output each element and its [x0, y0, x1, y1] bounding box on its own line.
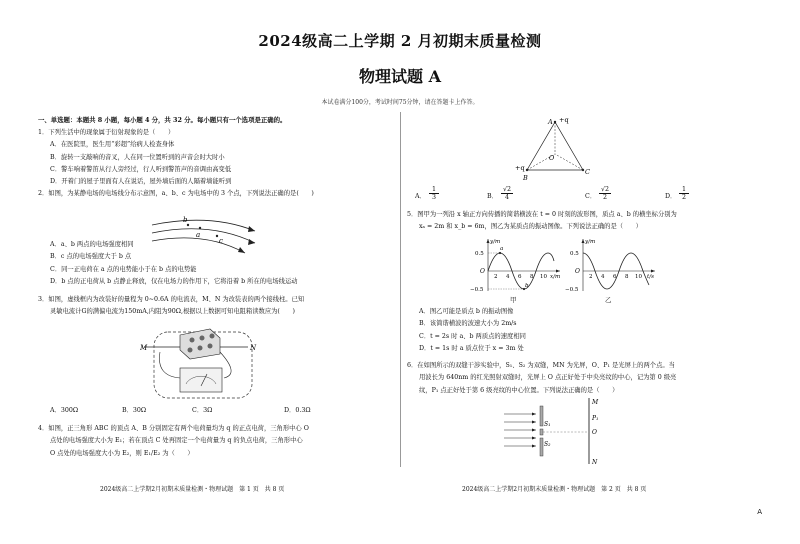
screen-label-n: N: [592, 459, 598, 466]
q4-option-a: A． 1 3: [415, 191, 426, 200]
q3-option-b: B．30Ω: [122, 407, 147, 414]
q4-options: [415, 186, 715, 208]
fig2-label-b: b: [183, 216, 188, 224]
graph1-tick-8: 8: [530, 274, 534, 280]
q5-line-2: xₐ = 2m 和 x_b = 6m，图乙为某质点的振动图像。下列说法正确的是（ ）: [419, 223, 642, 231]
q6-line-2: 用波长为 640nm 的红光照射双缝时，光屏上 O 点正好处于中央亮纹的中心，记为第 0 级亮: [419, 374, 677, 382]
q3-stem-2: 灵敏电流计G的满偏电流为150mA,内阻为90Ω,根据以上数据可知电阻箱读数应为( ): [50, 308, 295, 316]
graph1-tick-2: 2: [494, 274, 498, 280]
tri-label-q-left: +q: [515, 164, 525, 172]
graph1-top: 0.5: [475, 251, 484, 257]
q4-line-1: 4．如图，正三角形 ABC 的顶点 A、B 分别固定有两个电荷量均为 q 的正点电荷，三角形中心 O: [38, 425, 309, 432]
wave-graph-jia: [470, 235, 565, 295]
graph2-tick-4: 4: [601, 274, 605, 280]
q3-label-n: N: [250, 344, 257, 352]
graph1-label-a: a: [500, 246, 504, 252]
fig-label-yi: 乙: [605, 296, 612, 304]
q2-options: [50, 239, 395, 288]
q3-label-m: M: [140, 344, 148, 352]
q5-option-b: B．该简谐横波的波速大小为 2m/s: [419, 320, 517, 328]
q3-option-c: C．3Ω: [192, 407, 213, 414]
vibration-graph-yi: [565, 235, 660, 295]
q4-option-c: C． √2 2: [585, 186, 610, 201]
q6-block: [407, 360, 767, 397]
q2-option-a: A．a、b 两点的电场强度相同: [50, 241, 134, 248]
q1-option-a: A．在医院里，医生用“彩超”给病人检查身体: [50, 141, 175, 149]
graph1-bottom: −0.5: [470, 287, 484, 293]
q2-option-c: C．同一正电荷在 a 点的电势能小于在 b 点的电势能: [50, 265, 197, 273]
q1-option-c: C．警车响着警笛从行人旁经过，行人听到警笛声的音调由高变低: [50, 165, 232, 173]
graph1-tick-10: 10: [540, 274, 547, 280]
graph2-tick-10: 10: [635, 274, 642, 280]
tri-label-o: O: [549, 154, 555, 162]
q4-line-2: 点处的电场强度大小为 E₁；若在顶点 C 处再固定一个电荷量为 q 的负点电荷，三角形中心: [50, 437, 303, 445]
q5-options: [419, 306, 769, 355]
graph1-label-b: b: [525, 283, 529, 289]
page-2-footer: 2024级高二上学期2月初期末质量检测・物理试题 第 2 页 共 8 页: [462, 486, 647, 493]
q3-option-a: A．300Ω: [50, 407, 79, 414]
q5-option-a: A．图乙可能是质点 b 的振动图像: [419, 308, 514, 315]
q2-option-d: D．b 点的正电荷从 b 点静止释放，仅在电场力的作用下，它将沿着 b 所在的电场线运动: [50, 277, 298, 285]
fig2-label-a: a: [196, 231, 201, 239]
double-slit-figure: [500, 394, 620, 468]
q1-option-d: D．开着门的屋子里面有人在说话，屋外墙后面的人隔着墙能听到: [50, 178, 232, 186]
q2-option-b: B．c 点的电场强度大于 b 点: [50, 253, 132, 261]
screen-label-m: M: [592, 399, 599, 406]
q4-option-b: B． √2 4: [487, 186, 512, 201]
graph1-tick-6: 6: [518, 274, 522, 280]
left-column: [38, 127, 393, 201]
section-heading: 一、单选题：本题共 8 小题，每小题 4 分，共 32 分。每小题只有一个选项是正确的。: [38, 116, 287, 124]
fig-label-jia: 甲: [510, 296, 517, 304]
graph2-origin: O: [575, 268, 580, 275]
graph2-tick-6: 6: [613, 274, 617, 280]
fig2-label-c: c: [219, 237, 223, 245]
page-1-footer: 2024级高二上学期2月初期末质量检测・物理试题 第 1 页 共 8 页: [100, 486, 285, 493]
graph2-ylabel: y/m: [585, 239, 596, 245]
graph2-tick-2: 2: [589, 274, 593, 280]
q6-line-1: 6．在如图所示的双缝干涉实验中，S₁、S₂ 为双缝，MN 为光屏，O、P₁ 是光屏上的两个点。当: [407, 362, 675, 369]
tri-label-c: C: [585, 168, 590, 176]
slit-label-s1: S₁: [544, 421, 551, 428]
triangle-figure: [515, 114, 595, 182]
q6-line-3: 纹，P₁ 点正好处于第 6 级亮纹的中心位置。下列说法正确的是（ ）: [419, 386, 619, 394]
q4-block: [38, 423, 393, 460]
q5-option-c: C．t = 2s 时 a、b 两质点的速度相同: [419, 332, 526, 340]
q4-line-3: O 点处的电场强度大小为 E₂，则 E₁/E₂ 为（ ）: [50, 449, 194, 457]
q3-option-d: D．0.3Ω: [284, 407, 311, 414]
q4-option-d: D． 1 2: [665, 191, 676, 200]
graph1-origin: O: [480, 268, 485, 275]
graph2-top: 0.5: [570, 251, 579, 257]
tri-label-q-top: +q: [559, 116, 569, 124]
q5-block: [407, 209, 767, 234]
graph1-ylabel: y/m: [490, 239, 501, 245]
q1-option-b: B．旋转一支敲响的音叉，人在同一位置听到的声音会时大时小: [50, 153, 225, 161]
q5-option-d: D．t = 1s 时 a 质点位于 x = 3m 处: [419, 344, 524, 352]
q1-stem: 1．下列生活中的现象属于衍射现象的是（ ）: [38, 129, 175, 136]
q3-block: [38, 294, 393, 319]
screen-label-p1: P₁: [592, 415, 599, 422]
screen-label-o: O: [592, 429, 597, 436]
q3-stem-1: 3．如图，虚线框内为改装好的量程为 0~0.6A 的电流表，M、N 为改装表的两个接线柱。已知: [38, 296, 305, 303]
graph2-tick-8: 8: [625, 274, 629, 280]
q5-line-1: 5．图甲为一列沿 x 轴正方向传播的简谐横波在 t = 0 时刻的波形图，质点 a、b 的横坐标分别为: [407, 211, 677, 218]
exam-note: 本试卷满分100分，考试时间75分钟，请在答题卡上作答。: [321, 99, 479, 106]
exam-subtitle: 物理试题 A: [359, 67, 441, 86]
tri-label-a: A: [548, 118, 553, 126]
graph2-xlabel: t/s: [647, 274, 654, 280]
q2-stem: 2．如图，为某静电场的电场线分布示意图，a、b、c 为电场中的 3 个点，下列说法正确的是( ): [38, 190, 314, 198]
ammeter-figure: [140, 326, 270, 402]
graph1-tick-4: 4: [506, 274, 510, 280]
tri-label-b: B: [523, 174, 528, 182]
graph1-xlabel: x/m: [550, 274, 561, 280]
graph2-bottom: −0.5: [565, 287, 579, 293]
exam-title: 2024级高二上学期 2 月初期末质量检测: [258, 32, 542, 50]
column-divider: [400, 112, 401, 467]
corner-mark: A: [757, 508, 762, 516]
slit-label-s2: S₂: [544, 441, 551, 448]
